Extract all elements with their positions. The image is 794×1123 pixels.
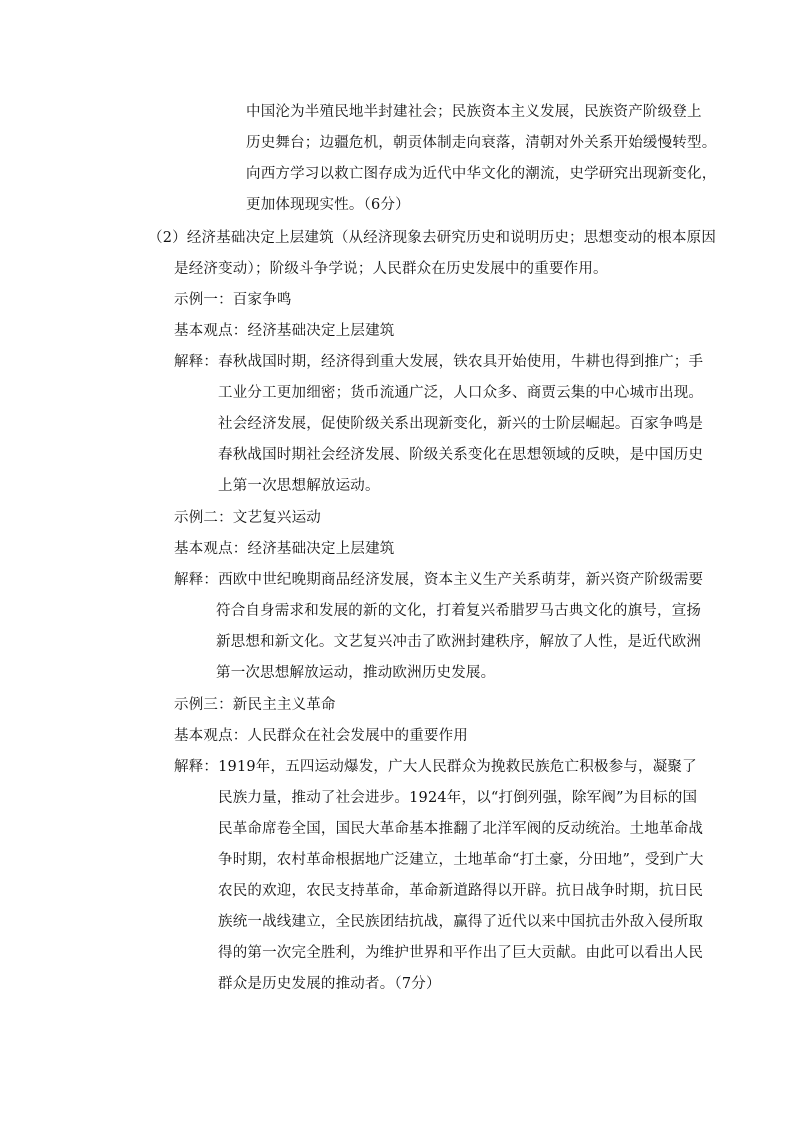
example3-explain-line-8: 群众是历史发展的推动者。（7分） [218,976,441,992]
example2-title: 示例二：文艺复兴运动 [174,510,321,526]
intro-line-3: 向西方学习以救亡图存成为近代中华文化的潮流，史学研究出现新变化， [246,166,717,182]
example2-explain-line-1: 解释：西欧中世纪晚期商品经济发展，资本主义生产关系萌芽，新兴资产阶级需要 [174,572,704,588]
example3-view: 基本观点：人民群众在社会发展中的重要作用 [174,728,468,744]
example3-explain-line-7: 得的第一次完全胜利，为维护世界和平作出了巨大贡献。由此可以看出人民 [218,945,704,961]
example1-explain-line-5: 上第一次思想解放运动。 [218,478,380,494]
example3-explain-line-6: 族统一战线建立，全民族团结抗战，赢得了近代以来中国抗击外敌入侵所取 [218,914,704,930]
example1-explain-line-4: 春秋战国时期社会经济发展、阶级关系变化在思想领域的反映，是中国历史 [218,447,704,463]
example1-title: 示例一：百家争鸣 [174,292,292,308]
intro-line-2: 历史舞台；边疆危机，朝贡体制走向衰落，清朝对外关系开始缓慢转型。 [246,135,717,151]
example1-explain-line-3: 社会经济发展，促使阶级关系出现新变化，新兴的士阶层崛起。百家争鸣是 [218,416,704,432]
example1-explain-line-1: 解释：春秋战国时期，经济得到重大发展，铁农具开始使用，牛耕也得到推广；手 [174,354,704,370]
example3-explain-line-3: 民革命席卷全国，国民大革命基本推翻了北洋军阀的反动统治。土地革命战 [218,821,704,837]
example2-explain-line-2: 符合自身需求和发展的新的文化，打着复兴希腊罗马古典文化的旗号，宣扬 [216,603,702,619]
example3-explain-line-4: 争时期，农村革命根据地广泛建立，土地革命“打土豪，分田地”，受到广大 [218,852,704,868]
example1-view: 基本观点：经济基础决定上层建筑 [174,323,395,339]
intro-line-4: 更加体现现实性。（6分） [246,197,410,213]
example2-view: 基本观点：经济基础决定上层建筑 [174,541,395,557]
example3-explain-line-1: 解释：1919年，五四运动爆发，广大人民群众为挽救民族危亡积极参与，凝聚了 [174,759,697,775]
example3-title: 示例三：新民主主义革命 [174,697,336,713]
example2-explain-line-3: 新思想和新文化。文艺复兴冲击了欧洲封建秩序，解放了人性，是近代欧洲 [216,634,702,650]
q2-line-1: （2）经济基础决定上层建筑（从经济现象去研究历史和说明历史；思想变动的根本原因 [148,230,717,246]
example2-explain-line-4: 第一次思想解放运动，推动欧洲历史发展。 [216,665,496,681]
example3-explain-line-5: 农民的欢迎，农民支持革命，革命新道路得以开辟。抗日战争时期，抗日民 [218,883,704,899]
example1-explain-line-2: 工业分工更加细密；货币流通广泛，人口众多、商贾云集的中心城市出现。 [218,385,704,401]
example3-explain-line-2: 民族力量，推动了社会进步。1924年，以“打倒列强，除军阀”为目标的国 [218,790,698,806]
q2-line-2: 是经济变动）；阶级斗争学说；人民群众在历史发展中的重要作用。 [174,261,608,277]
intro-line-1: 中国沦为半殖民地半封建社会；民族资本主义发展，民族资产阶级登上 [246,104,702,120]
